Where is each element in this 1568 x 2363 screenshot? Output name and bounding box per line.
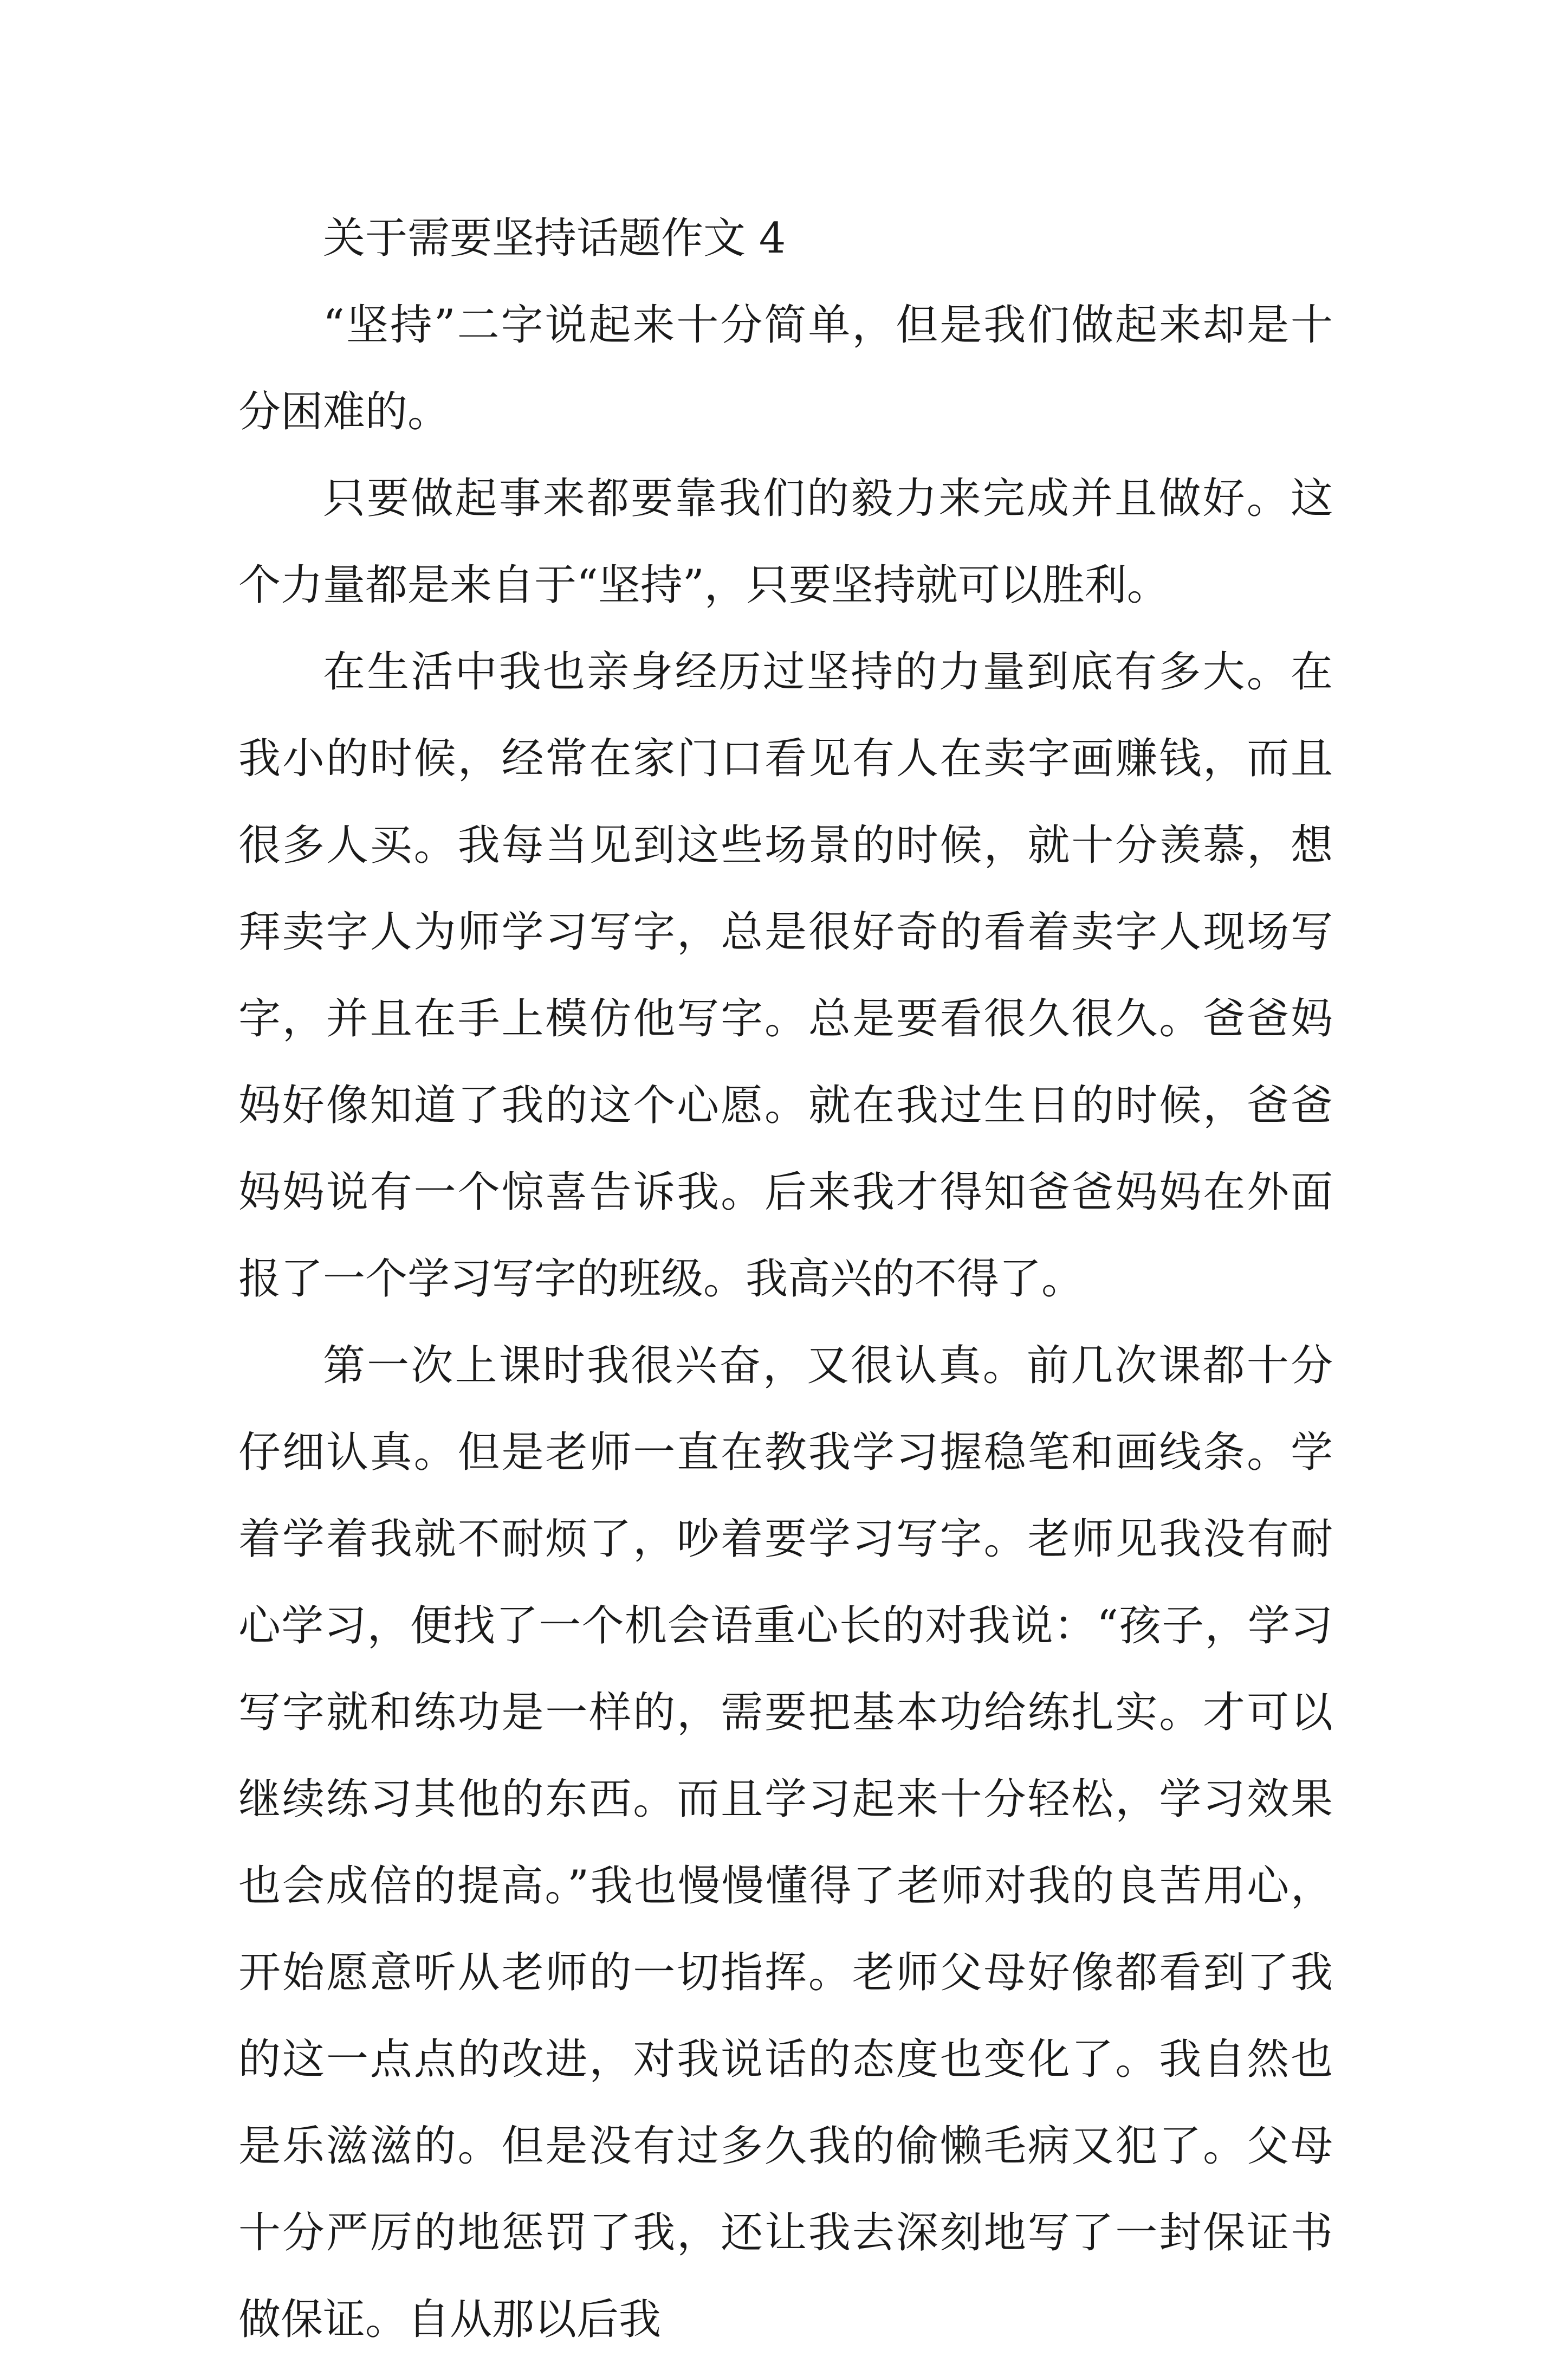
paragraph-1: “坚持”二字说起来十分简单，但是我们做起来却是十分困难的。 <box>238 301 1333 436</box>
essay-body <box>238 282 1333 2363</box>
paragraph-3: 在生活中我也亲身经历过坚持的力量到底有多大。在我小的时候，经常在家门口看见有人在卖字画赚钱，而且很多人买。我每当见到这些场景的时候，就十分羡慕，想拜卖字人为师学习写字，总是很好奇的看着卖字人现场写字，并且在手上模仿他写字。总是要看很久很久。爸爸妈妈好像知道了我的这个心愿。就在我过生日的时候，爸爸妈妈说有一个惊喜告诉我。后来我才得知爸爸妈妈在外面报了一个学习写字的班级。我高兴的不得了。 <box>238 648 1333 1303</box>
paragraph-2: 只要做起事来都要靠我们的毅力来完成并且做好。这个力量都是来自于“坚持”，只要坚持就可以胜利。 <box>238 474 1333 610</box>
paragraph-4: 第一次上课时我很兴奋，又很认真。前几次课都十分仔细认真。但是老师一直在教我学习握稳笔和画线条。学着学着我就不耐烦了，吵着要学习写字。老师见我没有耐心学习，便找了一个机会语重心长的对我说：“孩子，学习写字就和练功是一样的，需要把基本功给练扎实。才可以继续练习其他的东西。而且学习起来十分轻松，学习效果也会成倍的提高。”我也慢慢懂得了老师对我的良苦用心，开始愿意听从老师的一切指挥。老师父母好像都看到了我的这一点点的改进，对我说话的态度也变化了。我自然也是乐滋滋的。但是没有过多久我的偷懒毛病又犯了。父母十分严厉的地惩罚了我，还让我去深刻地写了一封保证书做保证。自从那以后我 <box>238 1341 1333 2344</box>
essay-title: 关于需要坚持话题作文 4 <box>323 214 786 263</box>
